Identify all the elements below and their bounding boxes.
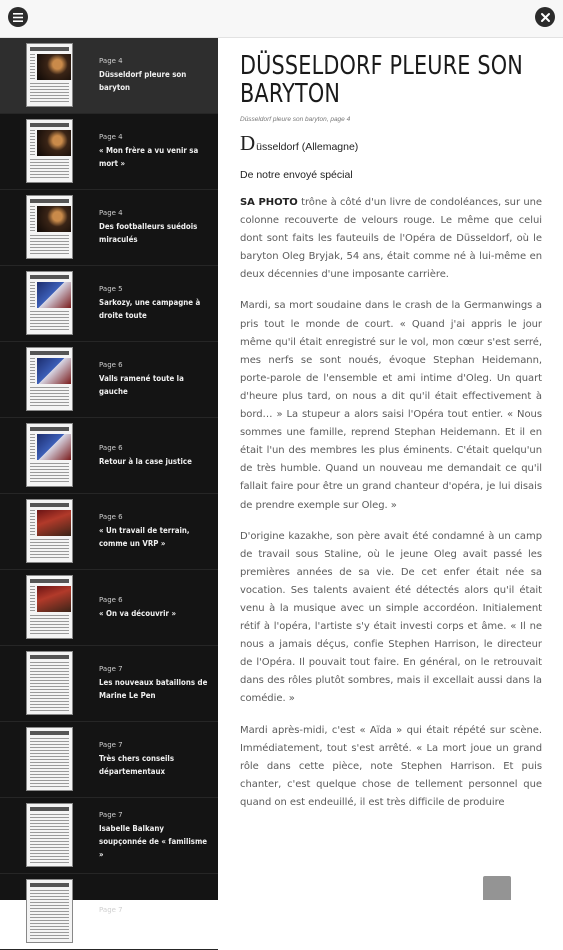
page-thumbnail [26,803,73,867]
page-list-item[interactable] [0,190,218,266]
page-list-item[interactable] [0,646,218,722]
page-thumbnail [26,499,73,563]
article-title: Très chers conseils départementaux [99,753,175,776]
page-number: Page 6 [99,595,123,604]
menu-button[interactable] [8,7,28,27]
article-title: « Un travail de terrain, comme un VRP » [99,525,190,548]
page-number: Page 7 [99,810,123,819]
scrollbar-thumb[interactable] [483,876,511,900]
page-list-item[interactable] [0,114,218,190]
article-title: Valls ramené toute la gauche [99,373,184,396]
top-toolbar [0,0,563,38]
article-paragraph: Mardi, sa mort soudaine dans le crash de la Germanwings a pris tout le monde de court. « Quand j'ai appris le jour même qu'il était enregistré sur le vol, mon cœur s'est serré, mes nerfs se sont noués, évoque Stephan Heidemann, porte-parole de l'ensemble et ami intime d'Oleg. Un quart d'heure plus tard, on nous a dit qu'il était effectivement à bord… » La stupeur a alors saisi l'Opéra tout entier. « Nous sommes une famille, reprend Stephan Heidemann. Et il en était l'un des membres les plus éminents. C'était quelqu'un de très humble. Quand un nouveau me demandait ce qu'il fallait faire pour être un grand chanteur d'opéra, je lui disais de prendre exemple sur Oleg. » [240,300,542,511]
article-title: Sarkozy, une campagne à droite toute [99,297,201,320]
page-number: Page 5 [99,285,123,293]
page-list-sidebar [0,38,218,914]
page-list-item[interactable] [0,570,218,646]
page-list-item[interactable] [0,266,218,342]
article-title: Des footballeurs suédois miraculés [99,221,198,244]
page-list-item[interactable] [0,874,218,950]
article-title: Düsseldorf pleure son baryton [99,69,187,92]
close-button[interactable] [535,7,555,27]
article-title: Les nouveaux bataillons de Marine Le Pen [99,677,208,700]
page-thumbnail [26,651,73,715]
paragraph-text: trône à côté d'un livre de condoléances, sur une colonne recouverte de velours rouge. Le même que celui dont sont faits les fauteuils de l'Opéra de Düsseldorf, où le baryton Oleg Bryjak, 54 ans, était comme né à lui-même en deux décennies d'une imposante carrière. [240,197,543,281]
article-title: « On va découvrir » [99,607,177,618]
page-list-item[interactable] [0,722,218,798]
page-thumbnail [26,879,73,943]
article-dateline [240,131,542,156]
article-paragraph: D'origine kazakhe, son père avait été condamné à un camp de travail sous Staline, où le jeune Oleg avait passé les premières années de sa vie. De cet enfer était née sa vocation. Ses talents avaient été détectés alors qu'il était venu à la musique avec un simple accordéon. Initialement rétif à l'opéra, l'artiste s'y était investi corps et âme. « Il ne nous a jamais déçus, confie Stephen Harrison, le directeur de l'Opéra. Il pouvait tout faire. En général, on le retrouvait dans des rôles plutôt sombres, mais il excellait aussi dans la comédie. » [240,530,542,705]
page-list-item[interactable] [0,494,218,570]
article-title: Isabelle Balkany soupçonnée de « familisme » [99,822,208,859]
paragraph-lead: SA PHOTO [240,197,298,208]
article-view [240,38,542,900]
page-number: Page 7 [99,665,123,673]
page-number: Page 6 [99,513,123,521]
page-thumbnail [26,575,73,639]
article-title: « Mon frère a vu venir sa mort » [99,145,199,168]
page-number: Page 6 [99,443,123,452]
article-paragraph: Mardi après-midi, c'est « Aïda » qui était répété sur scène. Immédiatement, tout s'est arrêté. « La mort joue un grand rôle dans cette pièce, note Stephen Harrison. Et puis chanter, c'est quelque chose de tellement personnel que quand on est endeuillé, il est très difficile de produire [240,724,542,808]
page-number: Page 7 [99,741,123,749]
page-list-item[interactable] [0,798,218,874]
hamburger-icon [13,13,23,22]
page-number: Page 4 [99,133,123,141]
page-thumbnail [26,119,73,183]
page-number: Page 4 [99,209,123,217]
article-headline: DÜSSELDORF PLEURE SON BARYTON [240,51,523,109]
page-thumbnail [26,271,73,335]
close-icon [541,13,550,22]
page-list-item[interactable] [0,418,218,494]
page-thumbnail [26,195,73,259]
drop-cap: D [240,131,256,155]
dateline-text: üsseldorf (Allemagne) [256,141,359,153]
page-number: Page 7 [99,906,123,914]
article-kicker: Düsseldorf pleure son baryton, page 4 [240,116,351,123]
page-thumbnail [26,423,73,487]
page-list-item[interactable] [0,342,218,418]
article-byline: De notre envoyé spécial [240,169,353,181]
page-thumbnail [26,727,73,791]
page-thumbnail [26,347,73,411]
page-number: Page 4 [99,57,123,65]
page-number: Page 6 [99,361,123,369]
article-title: Retour à la case justice [99,455,192,466]
page-thumbnail [26,43,73,107]
page-list-item[interactable] [0,38,218,114]
article-paragraph [240,194,542,284]
